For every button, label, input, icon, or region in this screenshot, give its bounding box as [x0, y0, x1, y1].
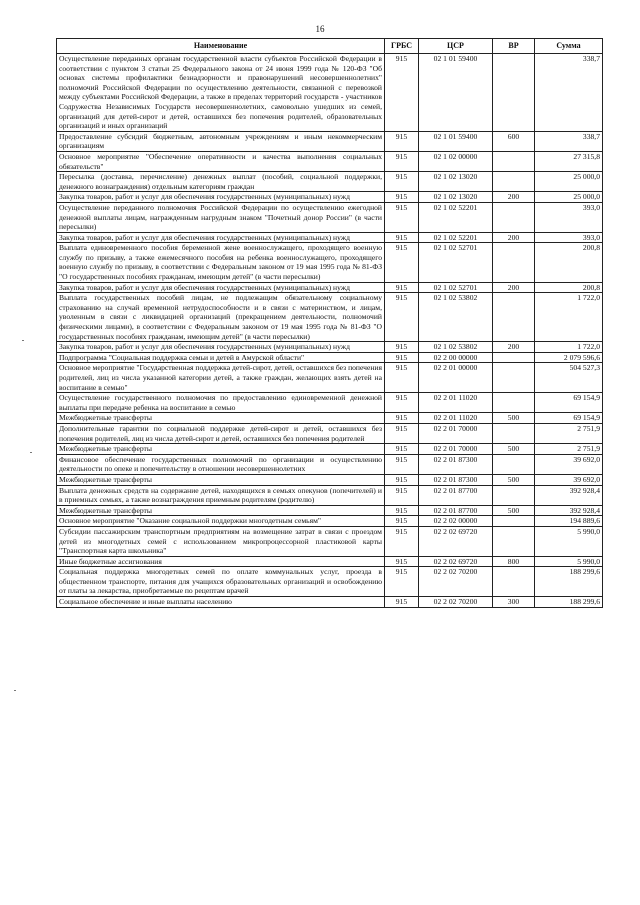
- row-name: Осуществление переданного полномочия Российской Федерации по осуществлению ежегодной денежной выплаты лицам, награжденным нагрудным знаком "Почетный донор России" (в части пересылки): [57, 202, 385, 232]
- row-sum: 25 000,0: [535, 172, 603, 192]
- row-name: Социальная поддержка многодетных семей по оплате коммунальных услуг, проезда в общественном транспорте, питания для учащихся образовательных организаций и освобождению от платы за лекарства, приобретаемые по рецептам врачей: [57, 567, 385, 597]
- row-csr: 02 1 02 13020: [419, 172, 493, 192]
- row-grbs: 915: [385, 423, 419, 443]
- row-name: Межбюджетные трансферты: [57, 413, 385, 424]
- row-sum: 392 928,4: [535, 485, 603, 505]
- table-row: [57, 597, 603, 608]
- table-row: [57, 454, 603, 474]
- row-sum: 194 889,6: [535, 516, 603, 527]
- row-grbs: 915: [385, 526, 419, 556]
- row-grbs: 915: [385, 342, 419, 353]
- row-vr: [493, 202, 535, 232]
- row-sum: 393,0: [535, 202, 603, 232]
- row-csr: 02 2 01 00000: [419, 363, 493, 393]
- row-vr: [493, 567, 535, 597]
- row-csr: 02 1 02 52701: [419, 282, 493, 293]
- row-sum: 2 079 596,6: [535, 352, 603, 363]
- row-sum: 39 692,0: [535, 474, 603, 485]
- row-name: Межбюджетные трансферты: [57, 444, 385, 455]
- row-grbs: 915: [385, 151, 419, 171]
- row-grbs: 915: [385, 243, 419, 282]
- row-sum: 392 928,4: [535, 505, 603, 516]
- row-name: Дополнительные гарантии по социальной поддержке детей-сирот и детей, оставшихся без попечения родителей, лиц из числа детей-сирот и детей, оставшихся без попечения родителей: [57, 423, 385, 443]
- row-vr: [493, 54, 535, 132]
- row-name: Подпрограмма "Социальная поддержка семьи и детей в Амурской области": [57, 352, 385, 363]
- row-csr: 02 1 02 53802: [419, 293, 493, 342]
- table-row: [57, 444, 603, 455]
- row-grbs: 915: [385, 444, 419, 455]
- table-row: [57, 556, 603, 567]
- row-sum: 188 299,6: [535, 567, 603, 597]
- row-sum: 1 722,0: [535, 293, 603, 342]
- table-body: [57, 54, 603, 608]
- row-grbs: 915: [385, 232, 419, 243]
- row-name: Осуществление государственного полномочия по предоставлению единовременной денежной выплаты при передаче ребенка на воспитание в семью: [57, 393, 385, 413]
- row-name: Выплата единовременного пособия беременной жене военнослужащего, проходящего военную службу по призыву, а также ежемесячного пособия на ребенка военнослужащего, проходящего военную службу по призыву, в соответствии с Федеральным законом от 19 мая 1995 года № 81-ФЗ "О государственных пособиях гражданам, имеющим детей" (в части пересылки): [57, 243, 385, 282]
- table-row: [57, 151, 603, 171]
- row-vr: 200: [493, 192, 535, 203]
- row-name: Закупка товаров, работ и услуг для обеспечения государственных (муниципальных) нужд: [57, 232, 385, 243]
- table-row: [57, 526, 603, 556]
- row-vr: [493, 423, 535, 443]
- row-grbs: 915: [385, 352, 419, 363]
- row-vr: 500: [493, 444, 535, 455]
- row-sum: 27 315,8: [535, 151, 603, 171]
- row-vr: [493, 526, 535, 556]
- page-number: 16: [315, 24, 325, 34]
- header-csr: ЦСР: [419, 39, 493, 54]
- row-grbs: 915: [385, 474, 419, 485]
- row-csr: 02 1 02 52701: [419, 243, 493, 282]
- header-vr: ВР: [493, 39, 535, 54]
- row-grbs: 915: [385, 485, 419, 505]
- row-sum: 200,8: [535, 282, 603, 293]
- table-header-row: [57, 39, 603, 54]
- row-sum: 1 722,0: [535, 342, 603, 353]
- table-row: [57, 505, 603, 516]
- row-csr: 02 2 02 00000: [419, 516, 493, 527]
- table-row: [57, 352, 603, 363]
- header-grbs: ГРБС: [385, 39, 419, 54]
- table-row: [57, 54, 603, 132]
- scan-speck: [14, 690, 16, 691]
- row-grbs: 915: [385, 567, 419, 597]
- row-name: Закупка товаров, работ и услуг для обеспечения государственных (муниципальных) нужд: [57, 342, 385, 353]
- row-vr: [493, 352, 535, 363]
- row-grbs: 915: [385, 172, 419, 192]
- row-vr: [493, 363, 535, 393]
- row-vr: 200: [493, 342, 535, 353]
- row-csr: 02 2 02 70200: [419, 597, 493, 608]
- row-csr: 02 2 02 69720: [419, 556, 493, 567]
- table-row: [57, 293, 603, 342]
- row-name: Осуществление переданных органам государственной власти субъектов Российской Федерации в соответствии с пунктом 3 статьи 25 Федерального закона от 24 июня 1999 года № 120-ФЗ "Об основах системы профилактики безнадзорности и правонарушений несовершеннолетних" полномочий Российской Федерации по осуществлению деятельности, связанной с перевозкой между субъектами Российской Федерации, а также в пределах территорий государств - участников Содружества Независимых Государств несовершеннолетних, самовольно ушедших из семей, организаций для детей-сирот и детей, оставшихся без попечения родителей, образовательных организаций и иных организаций: [57, 54, 385, 132]
- row-vr: 200: [493, 232, 535, 243]
- table-row: [57, 423, 603, 443]
- row-sum: 5 990,0: [535, 556, 603, 567]
- row-sum: 39 692,0: [535, 454, 603, 474]
- row-csr: 02 1 02 13020: [419, 192, 493, 203]
- row-vr: 200: [493, 282, 535, 293]
- row-grbs: 915: [385, 393, 419, 413]
- table-row: [57, 413, 603, 424]
- row-name: Основное мероприятие "Оказание социальной поддержки многодетным семьям": [57, 516, 385, 527]
- row-grbs: 915: [385, 282, 419, 293]
- row-vr: 800: [493, 556, 535, 567]
- row-grbs: 915: [385, 131, 419, 151]
- row-name: Социальное обеспечение и иные выплаты населению: [57, 597, 385, 608]
- row-sum: 5 990,0: [535, 526, 603, 556]
- row-csr: 02 2 01 70000: [419, 444, 493, 455]
- row-grbs: 915: [385, 505, 419, 516]
- row-vr: [493, 454, 535, 474]
- row-name: Основное мероприятие "Государственная поддержка детей-сирот, детей, оставшихся без попечения родителей, лиц из числа указанной категории детей, а также граждан, желающих взять детей на воспитание в семью": [57, 363, 385, 393]
- row-csr: 02 1 02 00000: [419, 151, 493, 171]
- row-vr: 500: [493, 474, 535, 485]
- scan-speck: [30, 452, 32, 453]
- row-sum: 69 154,9: [535, 393, 603, 413]
- row-grbs: 915: [385, 454, 419, 474]
- row-grbs: 915: [385, 413, 419, 424]
- table-row: [57, 516, 603, 527]
- row-sum: 338,7: [535, 54, 603, 132]
- row-csr: 02 2 01 87300: [419, 474, 493, 485]
- row-vr: 500: [493, 413, 535, 424]
- row-csr: 02 2 01 70000: [419, 423, 493, 443]
- table-row: [57, 282, 603, 293]
- row-vr: [493, 485, 535, 505]
- row-grbs: 915: [385, 516, 419, 527]
- row-csr: 02 2 01 87300: [419, 454, 493, 474]
- row-vr: [493, 243, 535, 282]
- row-grbs: 915: [385, 293, 419, 342]
- row-csr: 02 2 01 11020: [419, 413, 493, 424]
- row-sum: 338,7: [535, 131, 603, 151]
- table-row: [57, 131, 603, 151]
- row-vr: [493, 516, 535, 527]
- row-name: Иные бюджетные ассигнования: [57, 556, 385, 567]
- table-row: [57, 172, 603, 192]
- row-sum: 504 527,3: [535, 363, 603, 393]
- row-vr: 500: [493, 505, 535, 516]
- header-sum: Сумма: [535, 39, 603, 54]
- row-csr: 02 2 02 70200: [419, 567, 493, 597]
- table-row: [57, 474, 603, 485]
- row-vr: 600: [493, 131, 535, 151]
- row-sum: 188 299,6: [535, 597, 603, 608]
- row-csr: 02 1 01 59400: [419, 131, 493, 151]
- row-csr: 02 2 01 87700: [419, 485, 493, 505]
- row-csr: 02 2 02 69720: [419, 526, 493, 556]
- row-name: Закупка товаров, работ и услуг для обеспечения государственных (муниципальных) нужд: [57, 282, 385, 293]
- header-name: Наименование: [57, 39, 385, 54]
- row-vr: [493, 393, 535, 413]
- row-name: Пересылка (доставка, перечисление) денежных выплат (пособий, социальной поддержки, денежного вознаграждения) отдельным категориям граждан: [57, 172, 385, 192]
- table-row: [57, 567, 603, 597]
- row-csr: 02 1 02 52201: [419, 232, 493, 243]
- row-grbs: 915: [385, 192, 419, 203]
- row-name: Закупка товаров, работ и услуг для обеспечения государственных (муниципальных) нужд: [57, 192, 385, 203]
- row-vr: [493, 172, 535, 192]
- row-name: Предоставление субсидий бюджетным, автономным учреждениям и иным некоммерческим организациям: [57, 131, 385, 151]
- row-name: Субсидии пассажирским транспортным предприятиям на возмещение затрат в связи с проездом детей из многодетных семей с использованием микропроцессорной пластиковой карты "Транспортная карта школьника": [57, 526, 385, 556]
- table-row: [57, 243, 603, 282]
- row-vr: [493, 151, 535, 171]
- row-csr: 02 1 01 59400: [419, 54, 493, 132]
- table-row: [57, 232, 603, 243]
- row-name: Межбюджетные трансферты: [57, 505, 385, 516]
- row-grbs: 915: [385, 202, 419, 232]
- row-name: Финансовое обеспечение государственных полномочий по организации и осуществлению деятельности по опеке и попечительству в отношении несовершеннолетних: [57, 454, 385, 474]
- row-sum: 69 154,9: [535, 413, 603, 424]
- table-row: [57, 485, 603, 505]
- row-name: Выплата государственных пособий лицам, не подлежащим обязательному социальному страхованию на случай временной нетрудоспособности и в связи с материнством, и лицам, уволенным в связи с ликвидацией организаций (прекращением деятельности, полномочий физическими лицами), в соответствии с Федеральным законом от 19 мая 1995 года № 81-ФЗ "О государственных пособиях гражданам, имеющим детей" (в части пересылки): [57, 293, 385, 342]
- row-sum: 2 751,9: [535, 423, 603, 443]
- row-grbs: 915: [385, 556, 419, 567]
- row-sum: 25 000,0: [535, 192, 603, 203]
- table-row: [57, 342, 603, 353]
- row-name: Основное мероприятие "Обеспечение оперативности и качества выполнения социальных обязательств": [57, 151, 385, 171]
- row-sum: 393,0: [535, 232, 603, 243]
- table-row: [57, 192, 603, 203]
- row-csr: 02 2 00 00000: [419, 352, 493, 363]
- row-sum: 2 751,9: [535, 444, 603, 455]
- row-vr: [493, 293, 535, 342]
- row-csr: 02 2 01 11020: [419, 393, 493, 413]
- row-csr: 02 2 01 87700: [419, 505, 493, 516]
- table-row: [57, 393, 603, 413]
- row-grbs: 915: [385, 54, 419, 132]
- row-vr: 300: [493, 597, 535, 608]
- table-row: [57, 363, 603, 393]
- table-row: [57, 202, 603, 232]
- row-csr: 02 1 02 53802: [419, 342, 493, 353]
- budget-table: [56, 38, 603, 608]
- row-name: Выплата денежных средств на содержание детей, находящихся в семьях опекунов (попечителей) и в приемных семьях, а также вознаграждения приемным родителям (родителю): [57, 485, 385, 505]
- row-grbs: 915: [385, 597, 419, 608]
- row-name: Межбюджетные трансферты: [57, 474, 385, 485]
- row-sum: 200,8: [535, 243, 603, 282]
- row-csr: 02 1 02 52201: [419, 202, 493, 232]
- row-grbs: 915: [385, 363, 419, 393]
- scan-speck: [22, 340, 24, 341]
